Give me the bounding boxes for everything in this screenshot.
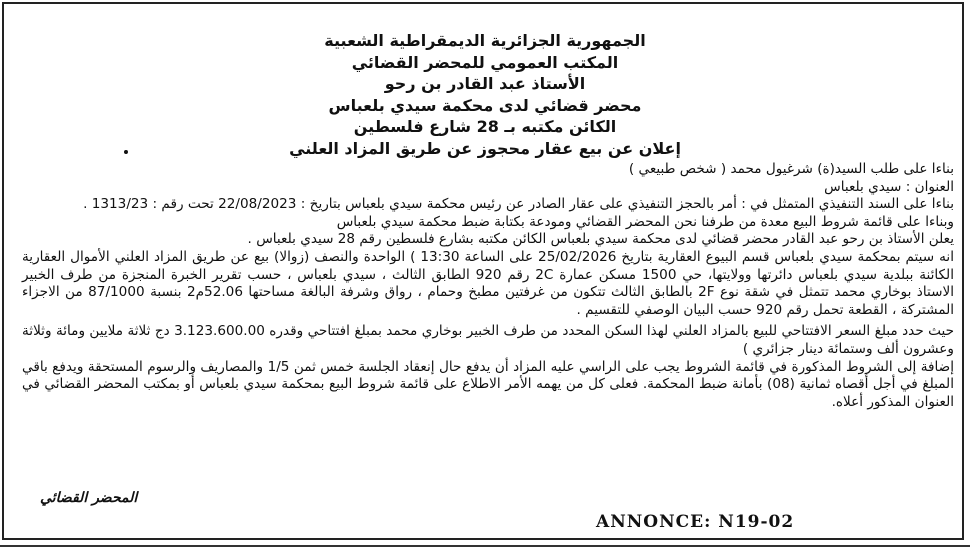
office-address: الكائن مكتبه بـ 28 شارع فلسطين bbox=[353, 117, 617, 136]
ink-dot bbox=[124, 150, 128, 154]
announcement-title: إعلان عن بيع عقار محجوز عن طريق المزاد العلني bbox=[289, 138, 681, 158]
enforcement-paragraph: بناءا على السند التنفيذي المتمثل في : أمر بالحجز التنفيذي على عقار الصادر عن رئيس محكمة سيدي بلعباس بتاريخ : 22/08/2023 تحت رقم : 1313/23 . bbox=[83, 196, 954, 213]
announcement-body bbox=[22, 161, 954, 411]
requester-paragraph: بناءا على طلب السيد(ة) شرغيول محمد ( شخص طبيعي ) bbox=[628, 161, 954, 177]
signature: المحضر القضائي bbox=[40, 490, 138, 506]
price-paragraph: حيث حدد مبلغ السعر الافتتاحي للبيع بالمزاد العلني لهذا السكن المحدد من طرف الخبير بوخاري محمد بمبلغ افتتاحي وقدره 3.123.600.00 دج ثلاثة ملايين ومائة وثلاثة وعشرون ألف وستمائة دينار جزائري ) bbox=[22, 323, 954, 357]
bailiff-court: محضر قضائي لدى محكمة سيدي بلعباس bbox=[328, 95, 642, 115]
document-header bbox=[0, 30, 970, 159]
address-paragraph: العنوان : سيدي بلعباس bbox=[824, 178, 954, 195]
sale-details-paragraph: انه سيتم بمحكمة سيدي بلعباس قسم البيوع العقارية بتاريخ 25/02/2026 على الساعة 13:30 ) الواحدة والنصف (زوالا) بيع عن طريق المزاد العلني الأموال العقارية الكائنة ببلدية سيدي بلعباس دائرتها وولايتها، حي 1500 مسكن عمارة 2C رقم 920 الطابق الثالث ، سيدي بلعباس ، حسب تقرير الخبرة المنجزة من طرف الخبير الاستاذ بوخاري محمد تتمثل في شقة نوع 2F بالطابق الثالث تتكون من غرفتين مطبخ وحمام ، رواق وشرفة البالغة مساحتها 52.06م2 بنسبة 87/1000 من الاجزاء المشتركة ، القطعة تحمل رقم 920 حسب البيان الوصفي للتقسيم . bbox=[22, 248, 955, 318]
conditions-paragraph: وبناءا على قائمة شروط البيع معدة من طرفنا نحن المحضر القضائي ومودعة بكتابة ضبط محكمة سيدي بلعباس bbox=[336, 213, 954, 230]
announcement-number: ANNONCE: N19-02 bbox=[596, 512, 795, 532]
office-title: المكتب العمومي للمحضر القضائي bbox=[351, 52, 619, 72]
bottom-divider bbox=[0, 545, 970, 547]
republic-title: الجمهورية الجزائرية الديمقراطية الشعبية bbox=[324, 31, 646, 50]
payment-terms-paragraph: إضافة إلى الشروط المذكورة في قائمة الشروط يجب على الراسي عليه المزاد أن يدفع حال إنعقاد الجلسة خمس ثمن 1/5 والمصاريف والرسوم المستحقة ويدفع باقي المبلغ في أجل أقصاه ثمانية (08) بأمانة ضبط المحكمة. فعلى كل من يهمه الأمر الاطلاع على قائمة شروط البيع بمحكمة سيدي بلعباس أو بمكتب المحضر القضائي في العنوان المذكور أعلاه. bbox=[22, 358, 954, 410]
announcer-paragraph: يعلن الأستاذ بن رحو عبد القادر محضر قضائي لدى محكمة سيدي بلعباس الكائن مكتبه بشارع فلسطين رقم 28 سيدي بلعباس . bbox=[247, 231, 954, 248]
bailiff-name: الأستاذ عبد القادر بن رحو bbox=[384, 74, 586, 93]
